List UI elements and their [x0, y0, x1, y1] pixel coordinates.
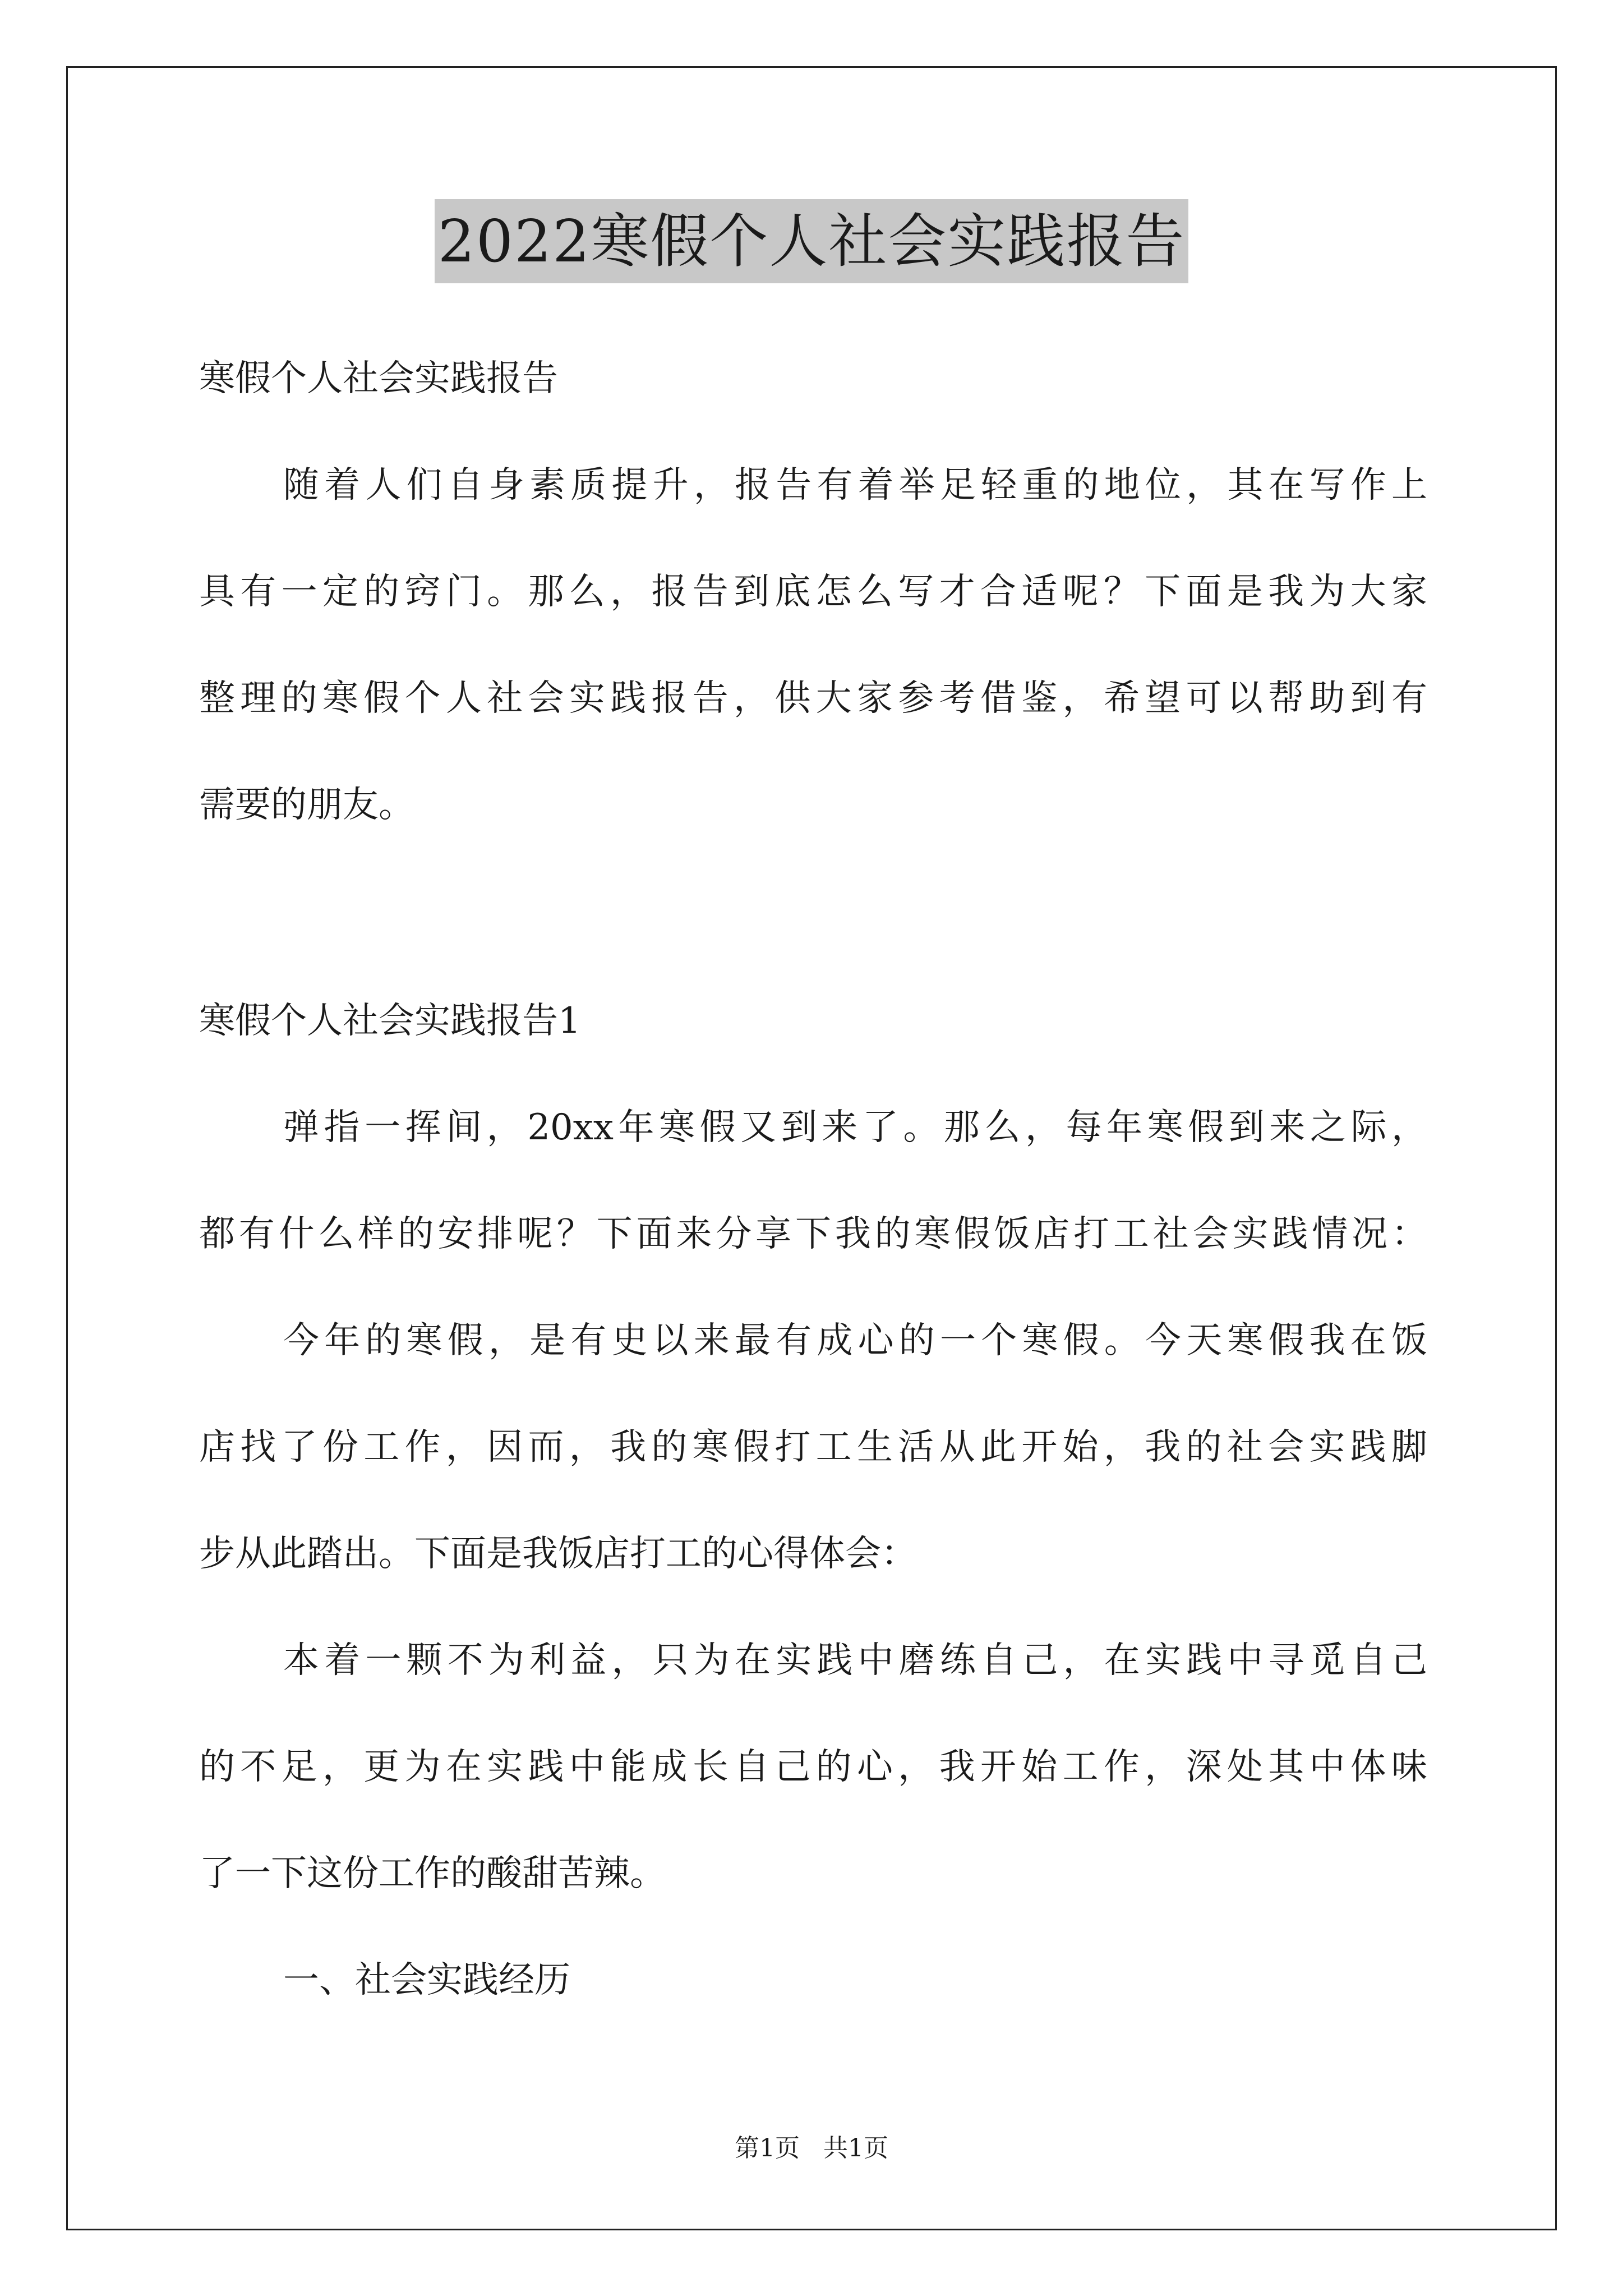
para2-line-3: 步从此踏出。下面是我饭店打工的心得体会：: [199, 1533, 917, 1575]
para3-line-2: 的不足，更为在实践中能成长自己的心，我开始工作，深处其中体味: [199, 1746, 1427, 1788]
page-number: 第1页 共1页: [735, 2134, 888, 2162]
para1-line-1: 弹指一挥间，20xx年寒假又到来了。那么，每年寒假到来之际，: [283, 1107, 1427, 1148]
intro-line-2: 具有一定的窍门。那么，报告到底怎么写才合适呢？下面是我为大家: [199, 571, 1427, 613]
intro-line-4: 需要的朋友。: [199, 784, 414, 826]
para2-line-2: 店找了份工作，因而，我的寒假打工生活从此开始，我的社会实践脚: [199, 1427, 1427, 1468]
intro-line-3: 整理的寒假个人社会实践报告，供大家参考借鉴，希望可以帮助到有: [199, 678, 1427, 719]
para2-line-1: 今年的寒假，是有史以来最有成心的一个寒假。今天寒假我在饭: [283, 1320, 1427, 1361]
intro-line-1: 随着人们自身素质提升，报告有着举足轻重的地位，其在写作上: [283, 464, 1427, 506]
para1-line-2: 都有什么样的安排呢？下面来分享下我的寒假饭店打工社会实践情况：: [199, 1213, 1427, 1255]
section-heading-1: 寒假个人社会实践报告1: [199, 1000, 581, 1042]
title-container: [0, 199, 1623, 283]
para3-line-3: 了一下这份工作的酸甜苦辣。: [199, 1853, 666, 1894]
subsection-heading: 一、社会实践经历: [283, 1959, 570, 2001]
document-title: 2022寒假个人社会实践报告: [435, 199, 1189, 283]
subtitle-line: 寒假个人社会实践报告: [199, 358, 558, 399]
para3-line-1: 本着一颗不为利益，只为在实践中磨练自己，在实践中寻觅自己: [283, 1640, 1427, 1681]
